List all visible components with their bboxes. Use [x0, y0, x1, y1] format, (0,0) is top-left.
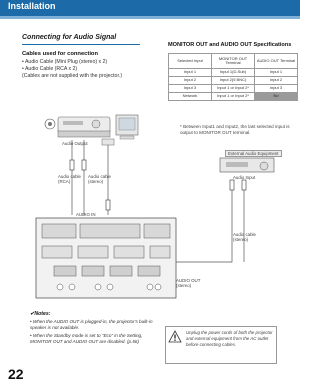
- audio-source-device: [45, 117, 110, 137]
- cable-stereo-left-label: [88, 174, 111, 184]
- cable-rca-line: Audio cable: [58, 174, 81, 179]
- projector-terminal-panel: [36, 218, 176, 298]
- audio-in-label: AUDIO IN: [76, 212, 96, 217]
- warning-icon: [168, 330, 182, 343]
- audio-out-line: (stereo): [176, 283, 192, 288]
- note-item: • When the AUDIO OUT is plugged-in, the projector's built-in speaker is not available.: [30, 319, 153, 330]
- spec-cell: Input 2(5 BNC): [212, 77, 255, 85]
- spec-cell: Input 1(D-Sub): [212, 69, 255, 77]
- spec-cell: Input 2: [169, 77, 212, 85]
- spec-cell: Input 1: [169, 69, 212, 77]
- spec-cell: Input 3: [255, 85, 298, 93]
- audio-output-label: Audio Output: [62, 141, 88, 146]
- external-audio-device: [220, 158, 274, 172]
- header-title: Installation: [8, 1, 56, 11]
- caution-text: Unplug the power cords of both the projector and external equipment from the AC outlet before connecting cables.: [186, 330, 273, 347]
- spec-header-cell: MONITOR OUT Terminal: [212, 54, 255, 69]
- external-equipment-label: External Audio Equipment: [225, 150, 282, 157]
- spec-cell: Input 3: [169, 85, 212, 93]
- spec-cell: No: [255, 93, 298, 101]
- spec-cell: Input 1 or Input 2*: [212, 93, 255, 101]
- notes-title: ✔Notes:: [30, 311, 51, 317]
- spec-cell: Network: [169, 93, 212, 101]
- cable-stereo-right-label: [233, 232, 256, 242]
- cable-plugs: [70, 160, 246, 210]
- section-title: Connecting for Audio Signal: [22, 34, 117, 41]
- cable-rca-line: (RCA): [58, 179, 71, 184]
- cable-stereo-line: (stereo): [233, 237, 249, 242]
- audio-out-label: [176, 278, 200, 288]
- spec-title: MONITOR OUT and AUDIO OUT Specifications: [168, 42, 292, 48]
- spec-note: * Between Input1 and Input2, the last selected input is output to MONITOR OUT terminal.: [180, 124, 290, 135]
- spec-header-cell: Selected Input: [169, 54, 212, 69]
- spec-cell: Input 1: [255, 69, 298, 77]
- cable-stereo-line: (stereo): [88, 179, 104, 184]
- audio-input-label: Audio Input: [233, 175, 256, 180]
- spec-header-cell: AUDIO OUT Terminal: [255, 54, 298, 69]
- page-number: 22: [8, 366, 24, 382]
- cable-rca-label: [58, 174, 81, 184]
- cables-title: Cables used for connection: [22, 51, 99, 57]
- cable-stereo-line: Audio cable: [88, 174, 111, 179]
- spec-cell: Input 2: [255, 77, 298, 85]
- cables-note: (Cables are not supplied with the projector.): [22, 73, 123, 79]
- spec-cell: Input 1 or Input 2*: [212, 85, 255, 93]
- note-item: • When the Standby mode is set to "Eco" in the Setting, MONITOR OUT and AUDIO OUT are disabled. (p.56): [30, 333, 143, 344]
- cable-stereo-line: Audio cable: [233, 232, 256, 237]
- cable-item: • Audio Cable (RCA x 2): [22, 66, 78, 72]
- cable-item: • Audio Cable (Mini Plug (stereo) x 2): [22, 59, 108, 65]
- audio-out-line: AUDIO OUT: [176, 278, 201, 283]
